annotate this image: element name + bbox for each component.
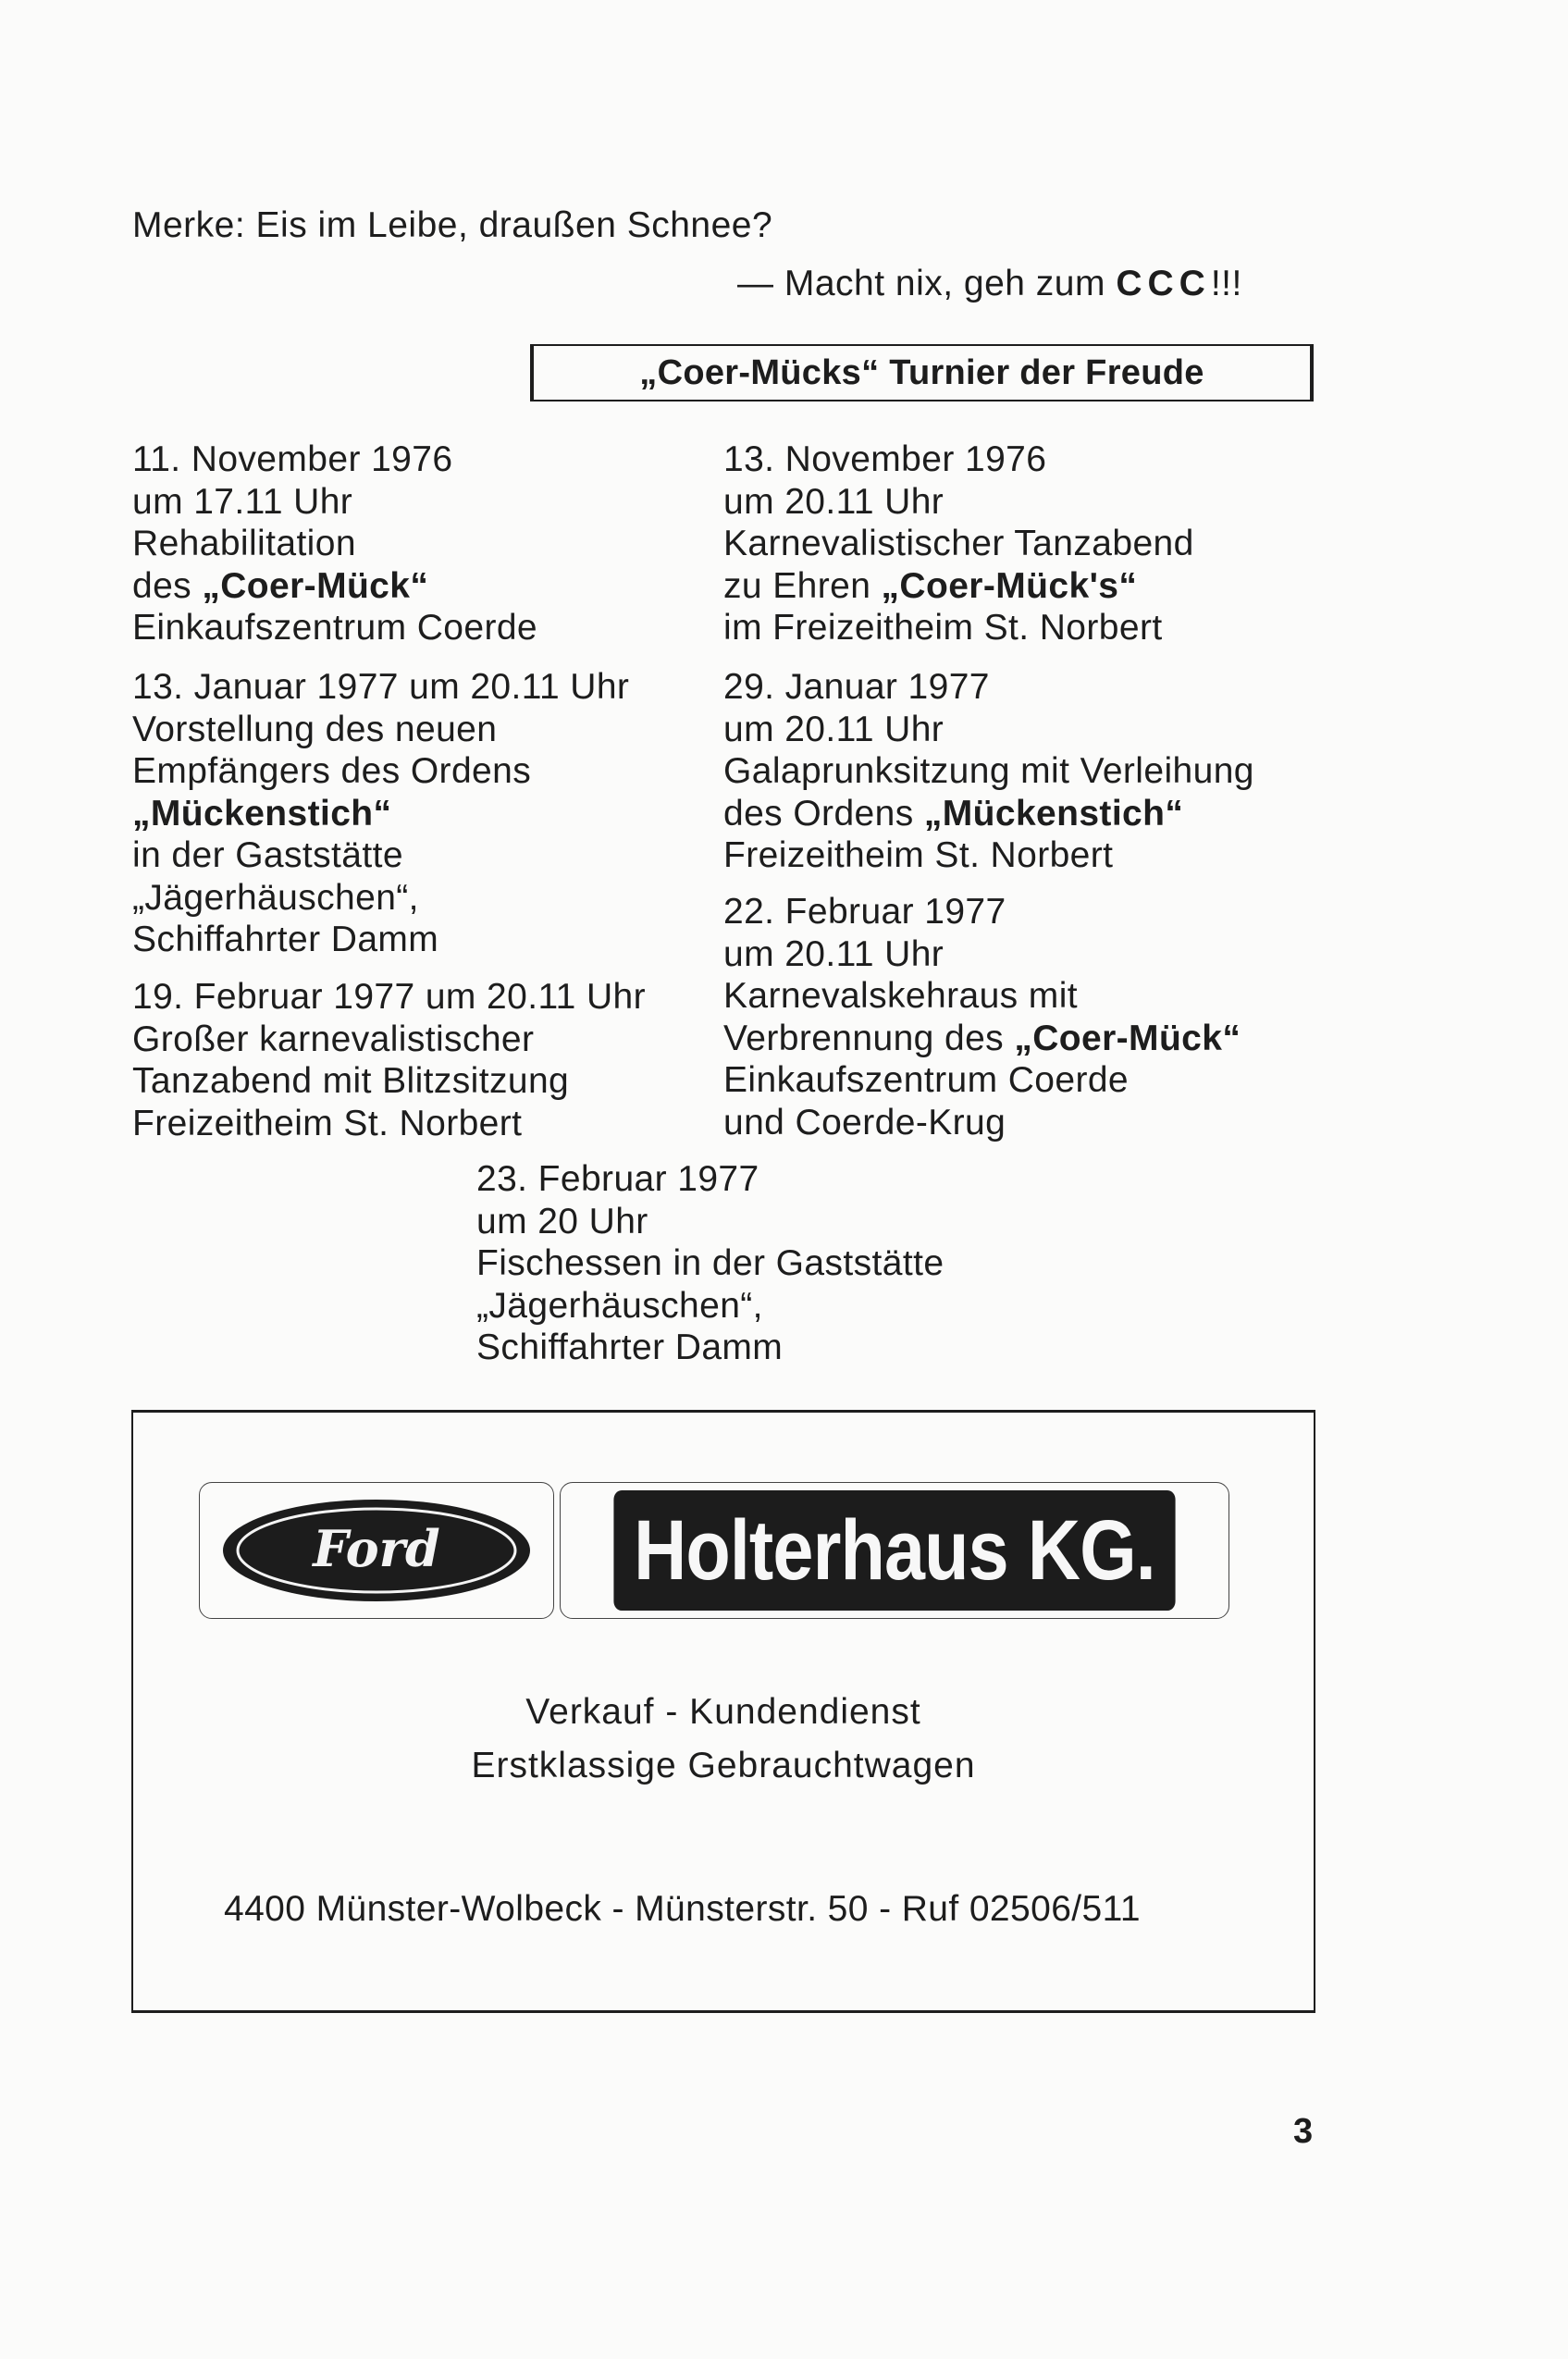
- services-text: [0, 1686, 1447, 1793]
- event-line: 29. Januar 1977: [723, 667, 990, 707]
- event-line: [723, 565, 1194, 608]
- event-line: Fischessen in der Gaststätte: [476, 1243, 945, 1283]
- event-block: [132, 976, 646, 1144]
- event-line-text: des: [132, 565, 203, 606]
- event-line: 22. Februar 1977: [723, 892, 1006, 932]
- brand-frame: [560, 1482, 1229, 1619]
- motto-line-2-suffix: !!!: [1210, 264, 1242, 303]
- event-line: in der Gaststätte: [132, 835, 403, 875]
- event-line: [723, 793, 1254, 835]
- event-line: im Freizeitheim St. Norbert: [723, 608, 1163, 648]
- event-line: um 20.11 Uhr: [723, 933, 945, 974]
- event-line: Einkaufszentrum Coerde: [723, 1060, 1130, 1100]
- event-line: um 20.11 Uhr: [723, 481, 945, 522]
- event-line: Galaprunksitzung mit Verleihung: [723, 751, 1254, 791]
- dealer-address: 4400 Münster-Wolbeck - Münsterstr. 50 - Ruf 02506/511: [224, 1889, 1141, 1929]
- page-number: 3: [1293, 2112, 1314, 2151]
- event-line: [723, 1018, 1241, 1060]
- event-line: um 20 Uhr: [476, 1201, 648, 1241]
- event-highlight: „Coer-Mück“: [202, 565, 429, 606]
- event-line: 13. Januar 1977 um 20.11 Uhr: [132, 667, 630, 707]
- event-line: 19. Februar 1977 um 20.11 Uhr: [132, 977, 647, 1017]
- services-line-2: Erstklassige Gebrauchtwagen: [471, 1746, 976, 1785]
- event-block: [476, 1158, 944, 1369]
- event-line: Schiffahrter Damm: [476, 1328, 784, 1367]
- services-line-1: Verkauf - Kundendienst: [525, 1692, 921, 1732]
- motto-line-2-prefix: — Macht nix, geh zum: [737, 264, 1117, 303]
- motto-line-2: [737, 264, 1242, 304]
- event-block: [132, 438, 537, 649]
- event-line: [132, 565, 537, 608]
- event-line-text: zu Ehren: [723, 565, 882, 606]
- motto-line-1: Merke: Eis im Leibe, draußen Schnee?: [132, 205, 773, 245]
- event-line: Tanzabend mit Blitzsitzung: [132, 1061, 570, 1101]
- event-line: um 20.11 Uhr: [723, 709, 945, 749]
- ford-logo: [219, 1496, 534, 1605]
- event-line: Rehabilitation: [132, 524, 356, 563]
- event-line-text: Verbrennung des: [723, 1018, 1015, 1058]
- event-line: [132, 793, 629, 835]
- event-highlight: „Coer-Mück“: [1014, 1018, 1241, 1058]
- event-line: Freizeitheim St. Norbert: [723, 835, 1114, 875]
- event-line: um 17.11 Uhr: [132, 481, 353, 522]
- event-line: 11. November 1976: [132, 439, 453, 479]
- event-line: 13. November 1976: [723, 439, 1047, 479]
- event-line: Großer karnevalistischer: [132, 1019, 535, 1059]
- ford-logo-frame: [199, 1482, 554, 1619]
- event-highlight: „Mückenstich“: [132, 793, 392, 834]
- event-line: Karnevalistischer Tanzabend: [723, 524, 1194, 563]
- event-line: „Jägerhäuschen“,: [476, 1285, 763, 1326]
- event-line: Freizeitheim St. Norbert: [132, 1103, 523, 1143]
- event-line: Karnevalskehraus mit: [723, 976, 1078, 1016]
- program-title: „Coer-Mücks“ Turnier der Freude: [530, 344, 1314, 401]
- event-line: und Coerde-Krug: [723, 1102, 1006, 1142]
- event-line: Einkaufszentrum Coerde: [132, 608, 538, 648]
- event-block: [723, 666, 1254, 877]
- event-line: Empfängers des Ordens: [132, 751, 532, 791]
- ford-logo-text: Ford: [313, 1519, 440, 1578]
- event-line: „Jägerhäuschen“,: [132, 877, 419, 918]
- ccc-name: CCC: [1116, 264, 1211, 303]
- brand-name: Holterhaus KG.: [613, 1490, 1175, 1611]
- event-line-text: des Ordens: [723, 793, 924, 834]
- event-highlight: „Coer-Mück's“: [881, 565, 1138, 606]
- event-line: 23. Februar 1977: [476, 1159, 759, 1199]
- event-line: Schiffahrter Damm: [132, 920, 439, 959]
- event-block: [723, 891, 1241, 1143]
- event-highlight: „Mückenstich“: [923, 793, 1184, 834]
- event-line: Vorstellung des neuen: [132, 709, 498, 749]
- event-block: [132, 666, 629, 961]
- event-block: [723, 438, 1194, 649]
